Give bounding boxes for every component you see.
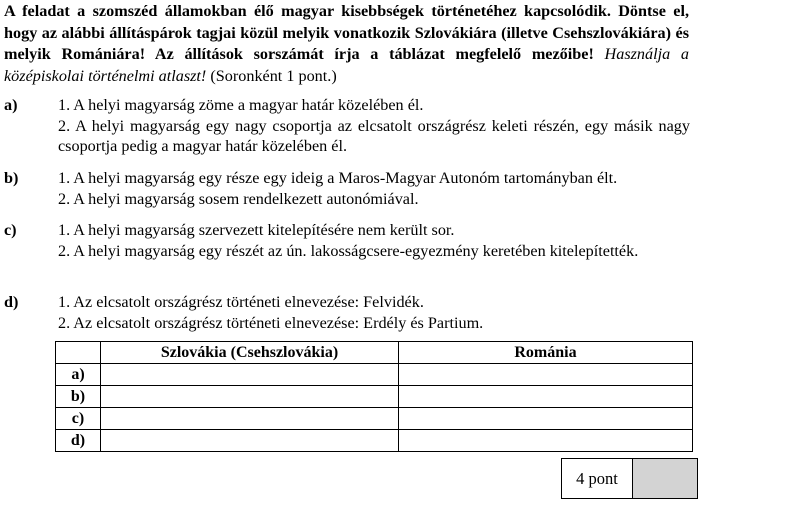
statement-label: b) — [4, 169, 19, 187]
statement-pair-d — [4, 292, 690, 333]
table-row — [56, 408, 693, 430]
answer-cell-romania[interactable] — [399, 408, 693, 430]
score-label: 4 pont — [562, 459, 633, 498]
header-slovakia: Szlovákia (Csehszlovákia) — [101, 342, 399, 364]
statement-pair-b — [4, 168, 690, 209]
task-instructions — [4, 1, 689, 87]
statement-2: 2. A helyi magyarság sosem rendelkezett autonómiával. — [58, 189, 419, 208]
score-box — [561, 458, 698, 499]
statement-pair-c — [4, 220, 690, 261]
header-romania: Románia — [399, 342, 693, 364]
statement-1: 1. Az elcsatolt országrész történeti elnevezése: Felvidék. — [58, 293, 424, 311]
statement-label: d) — [4, 293, 19, 311]
statement-2: 2. A helyi magyarság egy nagy csoportja az elcsatolt országrész keleti részén, egy másik nagy csoportja pedig a magyar határ közelében él. — [58, 116, 690, 155]
statement-2: 2. Az elcsatolt országrész történeti elnevezése: Erdély és Partium. — [58, 313, 484, 332]
statement-label: a) — [4, 96, 18, 114]
answer-cell-slovakia[interactable] — [101, 364, 399, 386]
statement-1: 1. A helyi magyarság szervezett kitelepítésére nem került sor. — [58, 221, 455, 239]
row-label: b) — [56, 386, 101, 408]
statement-2: 2. A helyi magyarság egy részét az ún. lakosságcsere-egyezmény keretében kitelepítették. — [58, 241, 639, 260]
answer-cell-romania[interactable] — [399, 386, 693, 408]
statement-label: c) — [4, 221, 17, 239]
table-row — [56, 364, 693, 386]
answer-cell-slovakia[interactable] — [101, 408, 399, 430]
row-label: d) — [56, 430, 101, 452]
instructions-bold: A feladat a szomszéd államokban élő magyar kisebbségek történetéhez kapcsolódik. Döntse el, hogy az alábbi állításpárok tagjai közül melyik vonatkozik Szlovákiára (illetve Csehszlovákiára) és melyik Romániára! Az állítások sorszámát írja a táblázat megfelelő mezőibe! — [4, 2, 689, 63]
answer-cell-romania[interactable] — [399, 364, 693, 386]
answer-table-header — [56, 342, 693, 364]
answer-cell-romania[interactable] — [399, 430, 693, 452]
statement-1: 1. A helyi magyarság egy része egy ideig a Maros-Magyar Autonóm tartományban élt. — [58, 169, 618, 187]
statement-pair-a — [4, 95, 690, 157]
header-empty — [56, 342, 101, 364]
table-row — [56, 430, 693, 452]
statement-1: 1. A helyi magyarság zöme a magyar határ közelében él. — [58, 96, 424, 114]
instructions-points: (Soronként 1 pont.) — [210, 66, 337, 85]
table-row — [56, 386, 693, 408]
row-label: c) — [56, 408, 101, 430]
row-label: a) — [56, 364, 101, 386]
answer-cell-slovakia[interactable] — [101, 430, 399, 452]
score-field[interactable] — [633, 459, 697, 498]
answer-cell-slovakia[interactable] — [101, 386, 399, 408]
instructions-italic: Használja a középiskolai történelmi atlaszt! — [4, 45, 689, 85]
answer-table — [55, 341, 693, 452]
